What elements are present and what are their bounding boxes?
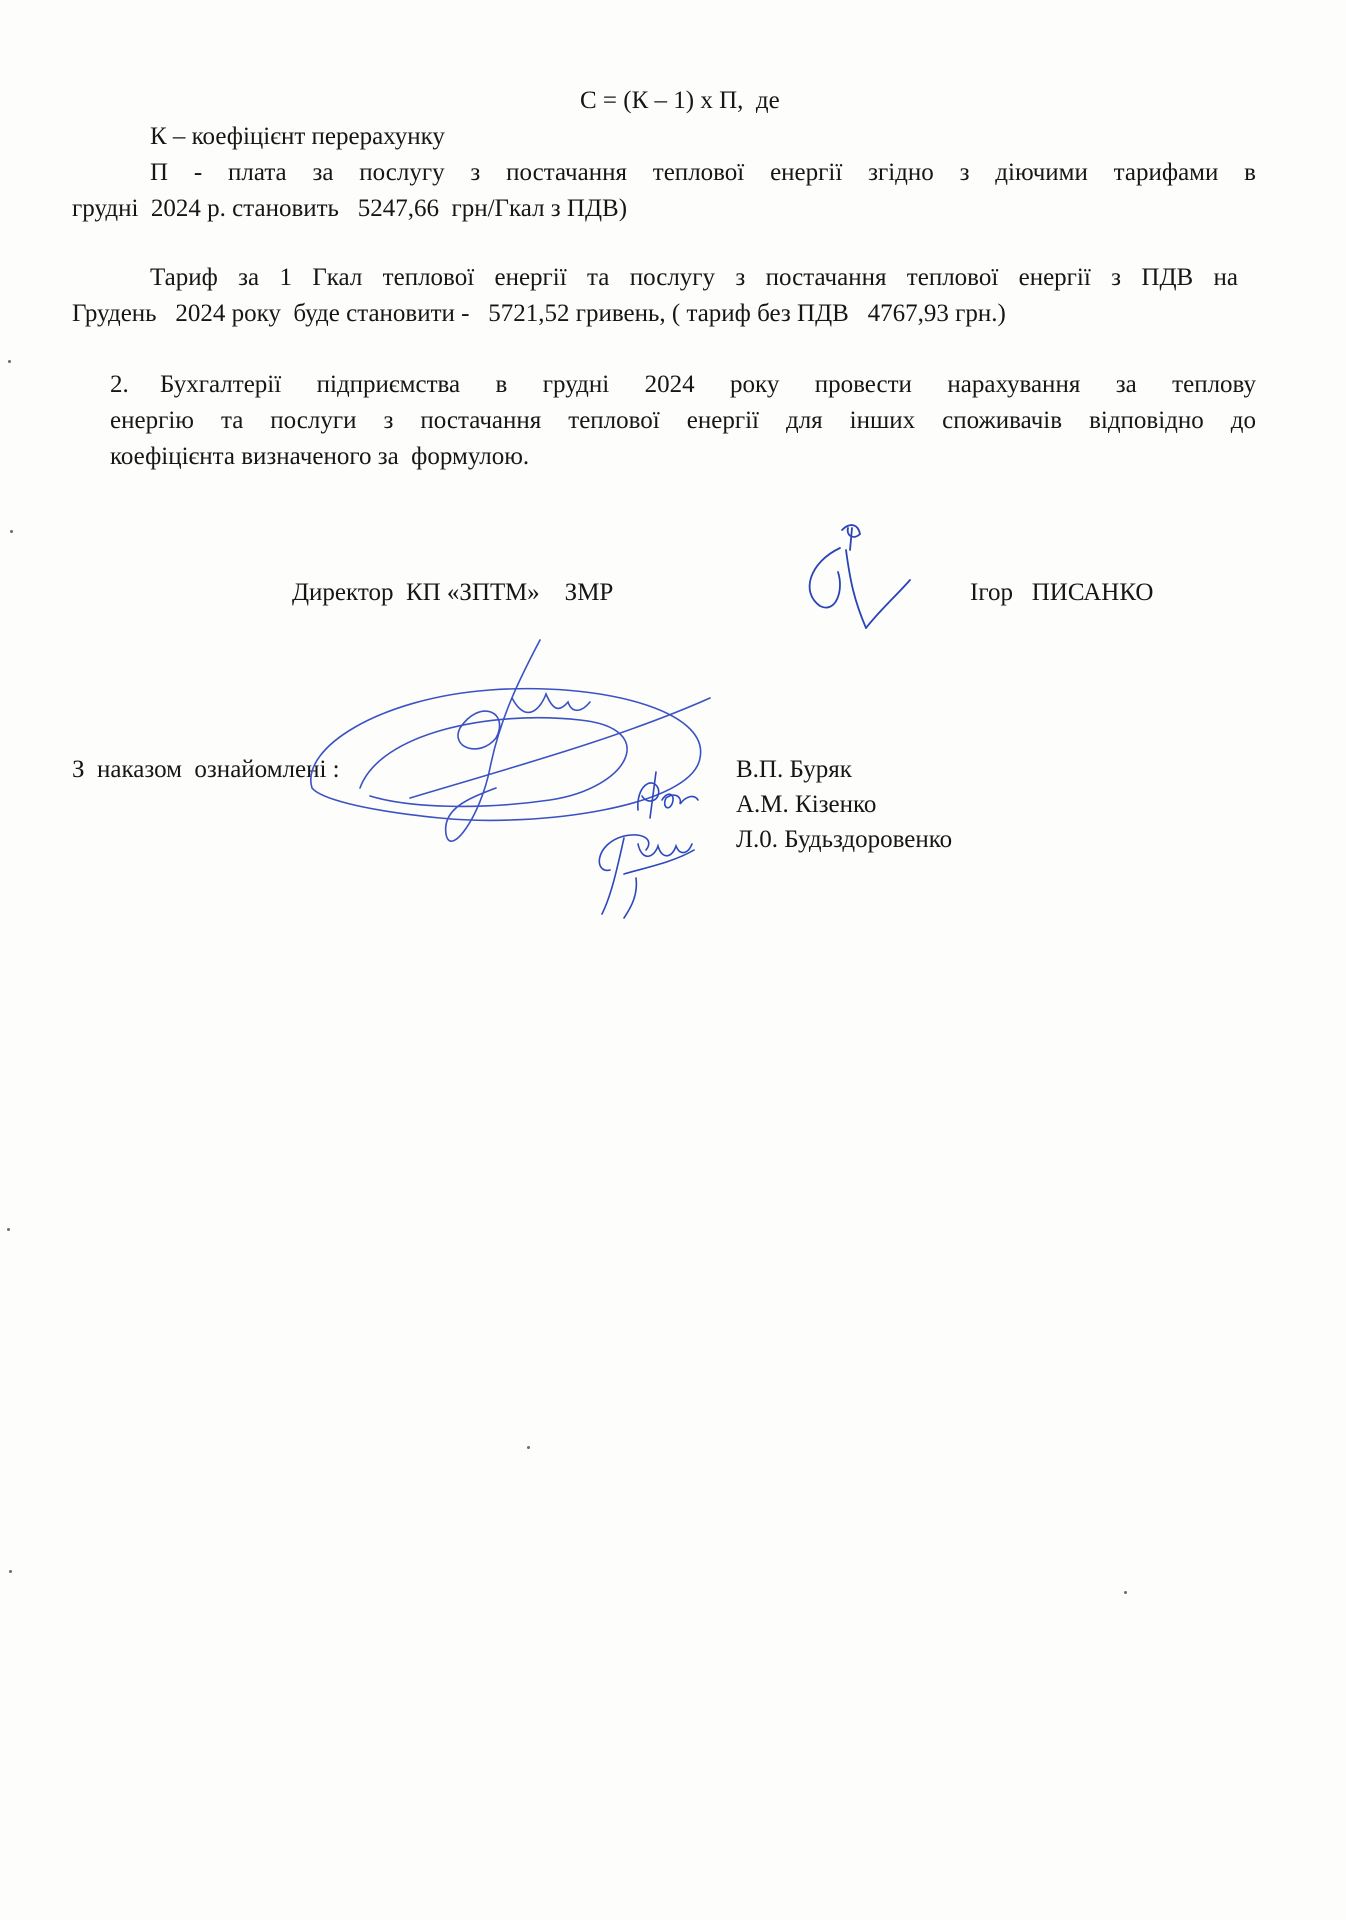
formula-line: С = (К – 1) х П, де [580, 87, 780, 114]
scan-speck [10, 530, 13, 533]
director-title: Директор КП «ЗПТМ» ЗМР [292, 579, 614, 606]
acquaintance-signature-small-1 [628, 766, 718, 826]
scan-speck [527, 1446, 530, 1449]
definition-p-line-2: грудні 2024 р. становить 5247,66 грн/Гкал з ПДВ) [72, 195, 628, 222]
item-2-line-3: коефіцієнта визначеного за формулою. [110, 443, 530, 470]
scan-speck [7, 1228, 10, 1231]
definition-p-line-1: П - плата за послугу з постачання теплової енергії згідно з діючими тарифами в [150, 159, 1256, 186]
scan-speck [9, 1570, 12, 1573]
acquainted-label: З наказом ознайомлені : [72, 756, 340, 783]
acquaintance-signature-small-2 [584, 814, 704, 924]
acquainted-name-1: В.П. Буряк [736, 756, 852, 783]
acquainted-name-3: Л.0. Будьздоровенко [736, 826, 953, 853]
director-name: Ігор ПИСАНКО [970, 579, 1154, 606]
tariff-line-1: Тариф за 1 Гкал теплової енергії та послугу з постачання теплової енергії з ПДВ на [150, 264, 1238, 291]
director-signature [780, 510, 920, 640]
tariff-line-2: Грудень 2024 року буде становити - 5721,52 гривень, ( тариф без ПДВ 4767,93 грн.) [72, 300, 1006, 327]
item-2-line-1: Бухгалтерії підприємства в грудні 2024 року провести нарахування за теплову [160, 371, 1256, 398]
acquaintance-signature-large [300, 638, 740, 858]
scan-speck [1124, 1591, 1127, 1594]
scan-speck [8, 360, 11, 363]
item-2-number: 2. [110, 371, 129, 398]
definition-k: К – коефіцієнт перерахунку [150, 123, 445, 150]
item-2-line-2: енергію та послуги з постачання теплової енергії для інших споживачів відповідно до [110, 407, 1256, 434]
acquainted-name-2: А.М. Кізенко [736, 791, 877, 818]
